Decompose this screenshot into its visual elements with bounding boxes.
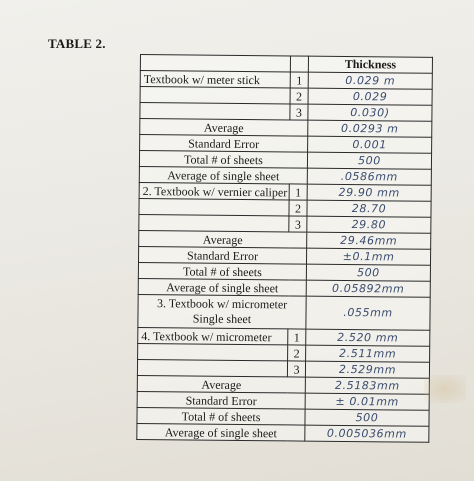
header-blank — [140, 55, 290, 72]
stat-label: Average of single sheet — [138, 278, 306, 296]
trial-number: 1 — [290, 72, 308, 88]
section-label: 2. Textbook w/ vernier caliper — [139, 182, 289, 199]
header-blank — [290, 56, 308, 72]
trial-value: 28.70 — [307, 200, 431, 217]
stat-value: 500 — [306, 264, 430, 281]
section-label: 3. Textbook w/ micrometer Single sheet — [138, 294, 306, 329]
stat-value: 0.001 — [308, 136, 432, 153]
stat-value: ±0.1mm — [306, 248, 430, 265]
stat-value: 0.05892mm — [306, 280, 430, 297]
stat-label: Standard Error — [140, 135, 308, 153]
single-sheet-value: .055mm — [306, 296, 430, 330]
trial-value: 2.520 mm — [306, 329, 430, 346]
stat-label: Average — [137, 375, 305, 393]
trial-value: 0.029 — [308, 88, 432, 105]
stat-value: 0.0293 m — [308, 120, 432, 137]
stat-value: .0586mm — [307, 168, 431, 185]
stat-label: Average — [140, 119, 308, 137]
empty-cell — [137, 359, 287, 376]
trial-value: 0.030) — [308, 104, 432, 121]
table-title: TABLE 2. — [48, 36, 106, 51]
stat-value: 2.5183mm — [305, 377, 429, 394]
trial-value: 2.529mm — [305, 361, 429, 378]
section-label: Textbook w/ meter stick — [140, 71, 290, 88]
stat-value: 500 — [307, 152, 431, 169]
stat-label: Total # of sheets — [138, 262, 306, 280]
stat-value: ± 0.01mm — [305, 393, 429, 410]
stat-label: Average — [139, 230, 307, 248]
trial-number: 3 — [289, 216, 307, 232]
trial-number: 2 — [290, 88, 308, 104]
trial-value: 0.029 m — [308, 72, 432, 89]
data-table — [136, 54, 432, 443]
empty-cell — [139, 214, 289, 231]
trial-number: 1 — [288, 329, 306, 345]
stat-label: Standard Error — [138, 246, 306, 264]
stat-label: Total # of sheets — [139, 151, 307, 169]
trial-number: 2 — [289, 200, 307, 216]
trial-value: 29.80 — [307, 216, 431, 233]
stat-value: 29.46mm — [307, 232, 431, 249]
stat-value: 0.005036mm — [305, 425, 429, 442]
stat-label: Average of single sheet — [137, 423, 305, 441]
trial-number: 1 — [289, 184, 307, 200]
trial-number: 3 — [290, 104, 308, 120]
empty-cell — [138, 343, 288, 360]
empty-cell — [139, 198, 289, 215]
empty-cell — [140, 103, 290, 120]
table-row — [138, 294, 430, 330]
trial-number: 2 — [288, 345, 306, 361]
thickness-header: Thickness — [308, 56, 432, 73]
stat-value: 500 — [305, 409, 429, 426]
trial-value: 2.511mm — [306, 345, 430, 362]
stat-label: Average of single sheet — [139, 166, 307, 184]
section-label: 4. Textbook w/ micrometer — [138, 327, 288, 344]
trial-number: 3 — [287, 361, 305, 377]
table-row — [137, 423, 429, 442]
paper-stain — [424, 375, 466, 403]
stat-label: Total # of sheets — [137, 407, 305, 425]
empty-cell — [140, 87, 290, 104]
trial-value: 29.90 mm — [307, 184, 431, 201]
stat-label: Standard Error — [137, 391, 305, 409]
